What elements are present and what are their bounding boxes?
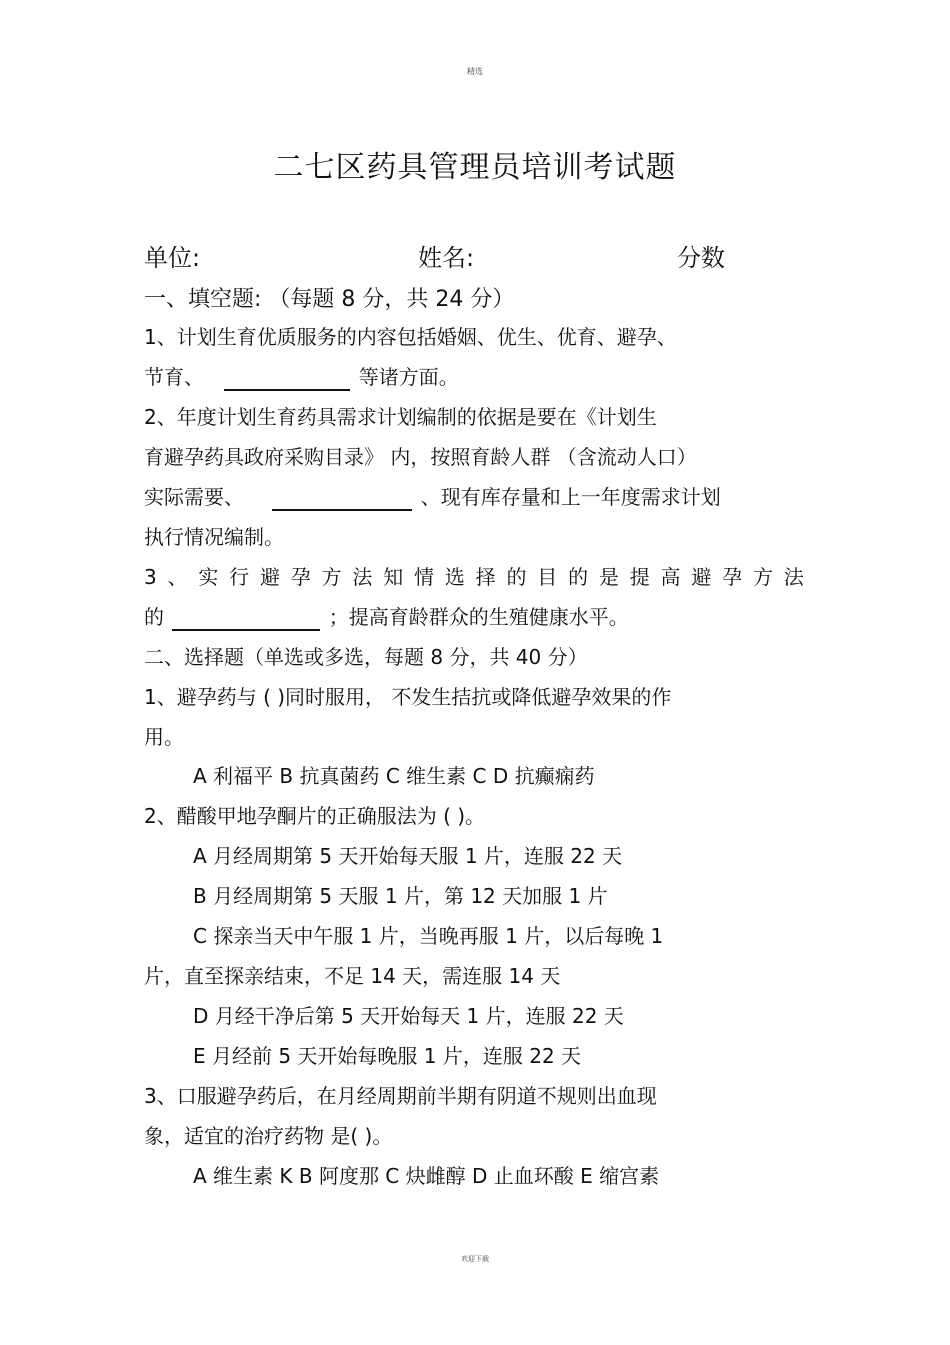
fill-q3-char: 3	[144, 565, 157, 589]
fill-q3-char: 法	[783, 565, 804, 589]
fill-q3-char: 避	[259, 565, 280, 589]
choice-q1-options: A 利福平 B 抗真菌药 C 维生素 C D 抗癫痫药	[193, 764, 595, 788]
fill-q2-text-a: 实际需要、	[144, 485, 244, 509]
fill-q3-char: 孕	[290, 565, 311, 589]
fill-q1-text-b: 等诸方面。	[358, 365, 459, 389]
fill-q3-blank	[172, 607, 320, 631]
fill-q3-text-a: 的	[144, 605, 164, 629]
fill-q3-char: 孕	[722, 565, 743, 589]
fill-q2-line2: 育避孕药具政府采购目录》 内，按照育龄人群 （含流动人口）	[144, 445, 697, 469]
fill-q3-char: 的	[506, 565, 527, 589]
fill-q3-char: 选	[444, 565, 465, 589]
choice-q2-option-c-line2: 片，直至探亲结束，不足 14 天，需连服 14 天	[144, 964, 561, 988]
choice-q2-option-a: A 月经周期第 5 天开始每天服 1 片，连服 22 天	[193, 844, 623, 868]
choice-q2-option-b: B 月经周期第 5 天服 1 片，第 12 天加服 1 片	[193, 884, 608, 908]
choice-q2-option-c-line1: C 探亲当天中午服 1 片，当晚再服 1 片，以后每晚 1	[193, 924, 664, 948]
fill-q1-blank	[224, 367, 350, 391]
fill-q3-char: 方	[752, 565, 773, 589]
choice-q2-line1: 2、醋酸甲地孕酮片的正确服法为 ( )。	[144, 804, 486, 828]
choice-q3-line2: 象，适宜的治疗药物 是( )。	[144, 1124, 393, 1148]
unit-label: 单位:	[144, 244, 201, 272]
fill-q2-text-b: 、现有库存量和上一年度需求计划	[420, 485, 721, 509]
choice-q1-line2: 用。	[144, 725, 184, 749]
name-label: 姓名:	[418, 244, 475, 272]
fill-q3-line1	[144, 563, 804, 591]
fill-q3-char: 、	[167, 565, 188, 589]
fill-q3-char: 情	[414, 565, 435, 589]
section-fill-in-heading: 一、填空题: （每题 8 分，共 24 分）	[144, 287, 515, 312]
score-label: 分数	[677, 244, 725, 272]
choice-q3-line1: 3、口服避孕药后，在月经周期前半期有阴道不规则出血现	[144, 1084, 657, 1108]
fill-q3-char: 实	[198, 565, 219, 589]
fill-q3-char: 避	[691, 565, 712, 589]
footer-watermark: 欢迎下载	[461, 1255, 489, 1263]
choice-q2-option-e: E 月经前 5 天开始每晚服 1 片，连服 22 天	[193, 1044, 582, 1068]
fill-q3-char: 高	[660, 565, 681, 589]
fill-q1-line2	[144, 363, 459, 391]
choice-q3-options: A 维生素 K B 阿度那 C 炔雌醇 D 止血环酸 E 缩宫素	[193, 1164, 660, 1188]
section-choice-heading: 二、选择题（单选或多选，每题 8 分，共 40 分）	[144, 645, 588, 669]
fill-q3-char: 择	[475, 565, 496, 589]
fill-q3-text-b: ；提高育龄群众的生殖健康水平。	[328, 605, 629, 629]
fill-q3-char: 的	[568, 565, 589, 589]
choice-q1-line1: 1、避孕药与 ( )同时服用， 不发生拮抗或降低避孕效果的作	[144, 685, 672, 709]
fill-q3-char: 法	[352, 565, 373, 589]
header-watermark: 精选	[467, 67, 483, 76]
fill-q3-char: 提	[629, 565, 650, 589]
choice-q2-option-d: D 月经干净后第 5 天开始每天 1 片，连服 22 天	[193, 1004, 624, 1028]
fill-q2-line3	[144, 483, 721, 511]
fill-q2-line4: 执行情况编制。	[144, 525, 284, 549]
fill-q3-line2	[144, 603, 629, 631]
fill-q3-char: 目	[537, 565, 558, 589]
fill-q2-blank	[272, 487, 412, 511]
fill-q3-char: 行	[229, 565, 250, 589]
fill-q3-char: 知	[383, 565, 404, 589]
fill-q2-line1: 2、年度计划生育药具需求计划编制的依据是要在《计划生	[144, 405, 657, 429]
fill-q3-char: 方	[321, 565, 342, 589]
page-title: 二七区药具管理员培训考试题	[273, 150, 677, 185]
fill-q3-char: 是	[598, 565, 619, 589]
fill-q1-line1: 1、计划生育优质服务的内容包括婚姻、优生、优育、避孕、	[144, 325, 677, 349]
fill-q1-text-a: 节育、	[144, 365, 204, 389]
